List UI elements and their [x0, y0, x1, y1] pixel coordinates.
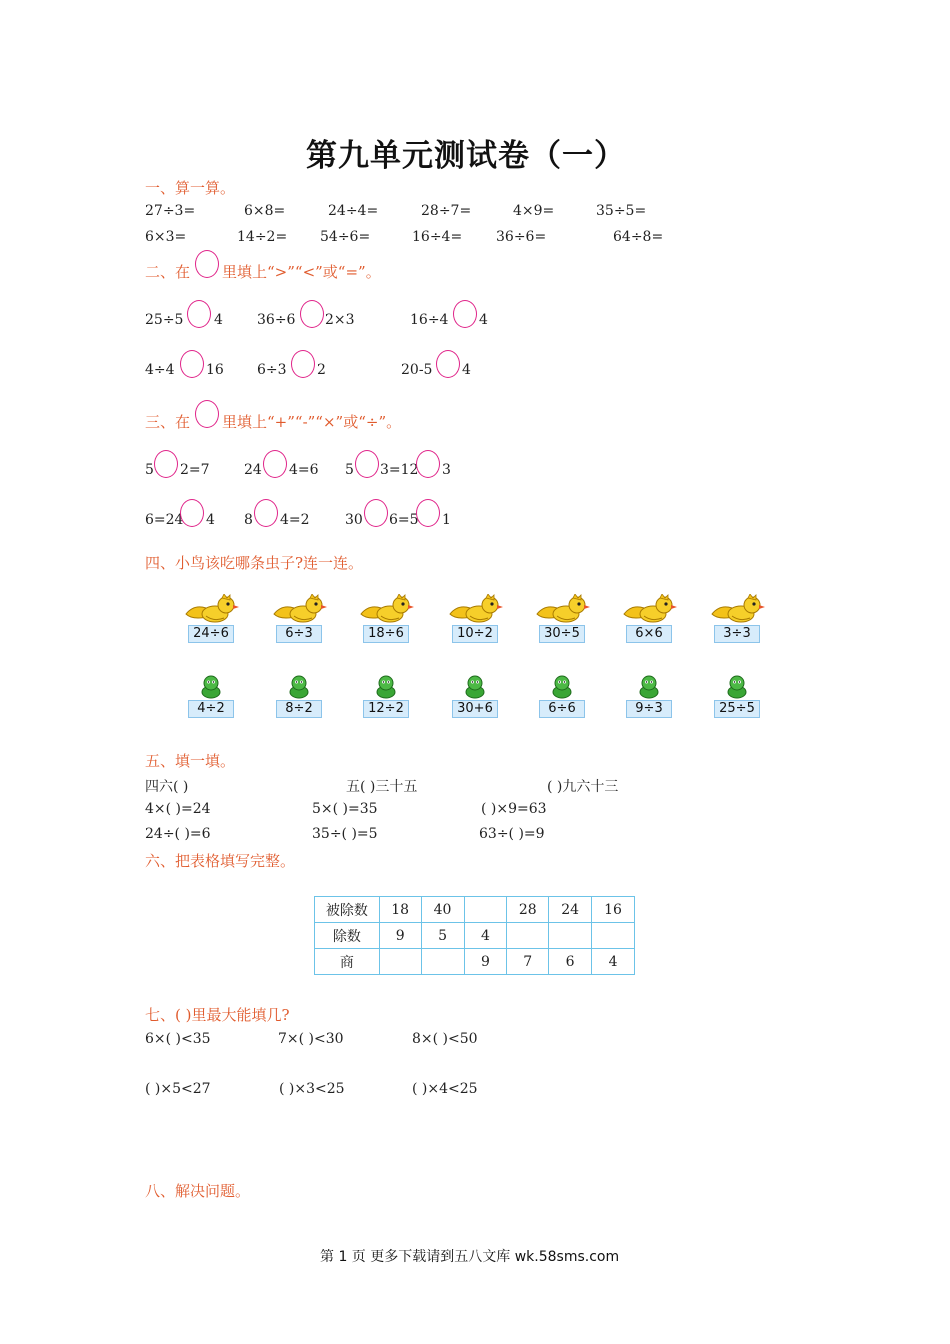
operator-text: 30 [345, 512, 363, 528]
table-row [315, 897, 635, 923]
max-fill-item: ( )×5<27 [145, 1081, 211, 1097]
table-cell[interactable] [549, 923, 592, 949]
table-cell: 28 [507, 897, 549, 923]
compare-circle[interactable] [300, 300, 324, 328]
table-cell: 9 [379, 923, 421, 949]
answer-circle-icon [195, 400, 219, 428]
table-row [315, 923, 635, 949]
section-5-heading: 五、填一填。 [145, 752, 236, 770]
fill-item: 五( )三十五 [346, 779, 418, 795]
compare-right: 2×3 [325, 312, 355, 328]
worm-card[interactable]: 9÷3 [626, 700, 672, 718]
operator-text: 8 [244, 512, 253, 528]
bird-card[interactable]: 30÷5 [539, 625, 585, 643]
fill-item: ( )九六十三 [547, 779, 619, 795]
calc-item: 14÷2= [237, 229, 288, 245]
section-2-heading: 二、在 [145, 263, 191, 281]
calc-item: 27÷3= [145, 203, 196, 219]
worm-icon [724, 673, 750, 703]
section-2-heading-rest: 里填上“>”“<”或“=”。 [222, 263, 381, 281]
table-cell: 24 [549, 897, 592, 923]
compare-left: 16÷4 [410, 312, 449, 328]
compare-circle[interactable] [187, 300, 211, 328]
bird-card[interactable]: 10÷2 [452, 625, 498, 643]
compare-left: 20-5 [401, 362, 433, 378]
bird-card[interactable]: 3÷3 [714, 625, 760, 643]
operator-text: 4 [206, 512, 215, 528]
fill-item: 4×( )=24 [145, 801, 211, 817]
operator-circle[interactable] [180, 499, 204, 527]
operator-text: 3 [442, 462, 451, 478]
table-cell: 4 [464, 923, 507, 949]
compare-circle[interactable] [453, 300, 477, 328]
operator-text: 4=6 [289, 462, 319, 478]
compare-circle[interactable] [291, 350, 315, 378]
section-3-heading: 三、在 [145, 413, 191, 431]
compare-right: 4 [462, 362, 471, 378]
calc-item: 35÷5= [596, 203, 647, 219]
worm-card[interactable]: 25÷5 [714, 700, 760, 718]
worm-icon [198, 673, 224, 703]
table-cell: 18 [379, 897, 421, 923]
compare-left: 4÷4 [145, 362, 175, 378]
table-cell: 5 [421, 923, 464, 949]
calc-item: 6×3= [145, 229, 187, 245]
fill-item: 24÷( )=6 [145, 826, 211, 842]
table-row-header: 被除数 [315, 897, 380, 923]
worm-card[interactable]: 6÷6 [539, 700, 585, 718]
worm-card[interactable]: 12÷2 [363, 700, 409, 718]
division-table [314, 896, 635, 975]
worm-icon [373, 673, 399, 703]
worm-icon [549, 673, 575, 703]
table-row-header: 除数 [315, 923, 380, 949]
table-cell: 40 [421, 897, 464, 923]
worm-icon [286, 673, 312, 703]
bird-card[interactable]: 18÷6 [363, 625, 409, 643]
operator-text: 3=12 [380, 462, 419, 478]
operator-circle[interactable] [416, 450, 440, 478]
operator-circle[interactable] [364, 499, 388, 527]
table-row-header: 商 [315, 949, 380, 975]
compare-circle[interactable] [436, 350, 460, 378]
section-1-heading: 一、算一算。 [145, 179, 236, 197]
table-cell: 16 [592, 897, 635, 923]
table-cell: 6 [549, 949, 592, 975]
compare-right: 4 [479, 312, 488, 328]
operator-circle[interactable] [355, 450, 379, 478]
worm-card[interactable]: 4÷2 [188, 700, 234, 718]
operator-text: 24 [244, 462, 262, 478]
section-7-heading: 七、( )里最大能填几? [145, 1006, 290, 1024]
table-cell[interactable] [379, 949, 421, 975]
max-fill-item: 8×( )<50 [412, 1031, 478, 1047]
bird-card[interactable]: 6×6 [626, 625, 672, 643]
section-8-heading: 八、解决问题。 [145, 1182, 251, 1200]
fill-item: ( )×9=63 [481, 801, 547, 817]
worm-icon [636, 673, 662, 703]
table-cell[interactable] [592, 923, 635, 949]
answer-circle-icon [195, 250, 219, 278]
operator-text: 2=7 [180, 462, 210, 478]
operator-circle[interactable] [254, 499, 278, 527]
bird-card[interactable]: 24÷6 [188, 625, 234, 643]
calc-item: 16÷4= [412, 229, 463, 245]
operator-text: 6=24 [145, 512, 184, 528]
fill-item: 35÷( )=5 [312, 826, 378, 842]
worm-icon [462, 673, 488, 703]
page-title: 第九单元测试卷（一） [306, 138, 626, 174]
compare-right: 2 [317, 362, 326, 378]
operator-text: 5 [145, 462, 154, 478]
operator-text: 5 [345, 462, 354, 478]
compare-left: 25÷5 [145, 312, 184, 328]
max-fill-item: 7×( )<30 [278, 1031, 344, 1047]
compare-left: 36÷6 [257, 312, 296, 328]
calc-item: 54÷6= [320, 229, 371, 245]
max-fill-item: ( )×4<25 [412, 1081, 478, 1097]
max-fill-item: 6×( )<35 [145, 1031, 211, 1047]
compare-right: 4 [214, 312, 223, 328]
table-cell[interactable] [464, 897, 507, 923]
fill-item: 四六( ) [145, 779, 189, 795]
section-3-heading-rest: 里填上“+”“-”“×”或“÷”。 [222, 413, 402, 431]
page-footer: 第 1 页 更多下载请到五八文库 wk.58sms.com [320, 1249, 620, 1265]
fill-item: 5×( )=35 [312, 801, 378, 817]
bird-card[interactable]: 6÷3 [276, 625, 322, 643]
calc-item: 36÷6= [496, 229, 547, 245]
compare-right: 16 [206, 362, 224, 378]
worm-card[interactable]: 30+6 [452, 700, 498, 718]
table-row [315, 949, 635, 975]
table-cell: 9 [464, 949, 507, 975]
compare-circle[interactable] [180, 350, 204, 378]
calc-item: 28÷7= [421, 203, 472, 219]
table-cell: 4 [592, 949, 635, 975]
table-cell: 7 [507, 949, 549, 975]
section-4-heading: 四、小鸟该吃哪条虫子?连一连。 [145, 554, 364, 572]
calc-item: 4×9= [513, 203, 555, 219]
section-6-heading: 六、把表格填写完整。 [145, 852, 296, 870]
operator-circle[interactable] [263, 450, 287, 478]
max-fill-item: ( )×3<25 [279, 1081, 345, 1097]
worm-card[interactable]: 8÷2 [276, 700, 322, 718]
operator-text: 1 [442, 512, 451, 528]
operator-circle[interactable] [154, 450, 178, 478]
calc-item: 6×8= [244, 203, 286, 219]
calc-item: 64÷8= [613, 229, 664, 245]
operator-text: 4=2 [280, 512, 310, 528]
operator-text: 6=5 [389, 512, 419, 528]
operator-circle[interactable] [416, 499, 440, 527]
calc-item: 24÷4= [328, 203, 379, 219]
fill-item: 63÷( )=9 [479, 826, 545, 842]
table-cell[interactable] [507, 923, 549, 949]
table-cell[interactable] [421, 949, 464, 975]
compare-left: 6÷3 [257, 362, 287, 378]
